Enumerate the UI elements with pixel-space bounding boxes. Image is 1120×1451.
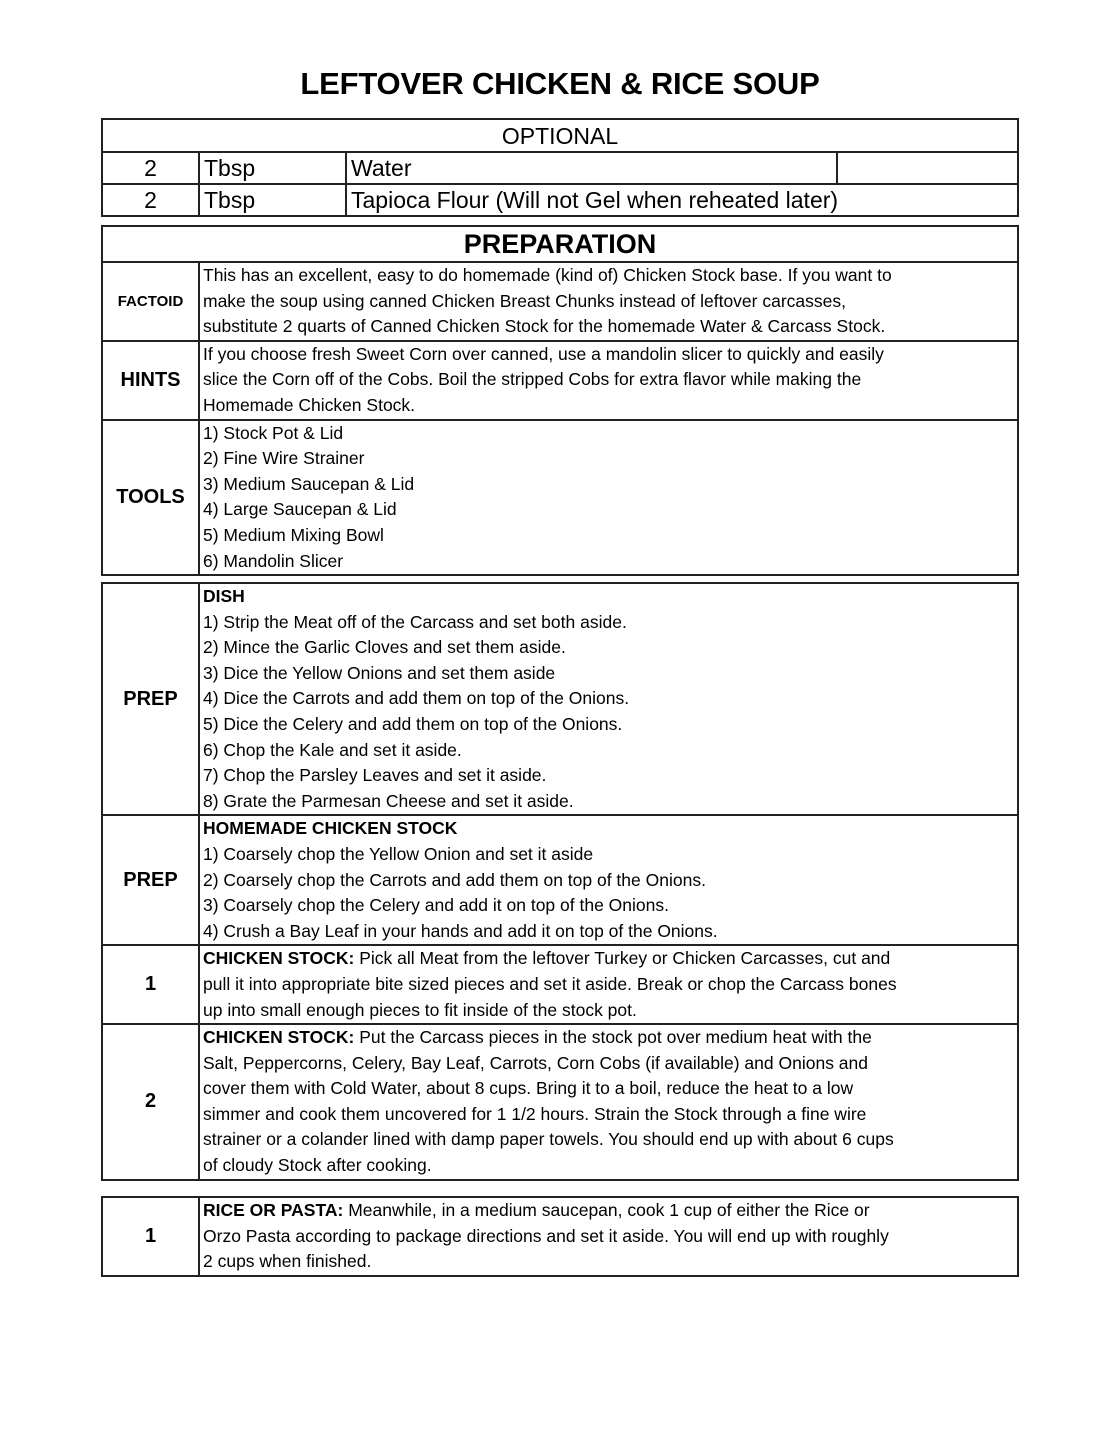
text-line: 1) Strip the Meat off of the Carcass and set both aside. bbox=[203, 611, 627, 632]
text-line: 3) Dice the Yellow Onions and set them aside bbox=[203, 662, 556, 683]
text-line: up into small enough pieces to fit inside of the stock pot. bbox=[203, 999, 637, 1020]
ingredient-qty: 2 bbox=[102, 184, 199, 216]
ingredient-row bbox=[102, 184, 1018, 216]
step-text bbox=[199, 1197, 1018, 1276]
step-text bbox=[199, 583, 1018, 815]
ingredient-unit: Tbsp bbox=[199, 152, 346, 184]
ingredient-name: Tapioca Flour (Will not Gel when reheated later) bbox=[346, 184, 1018, 216]
ingredient-row bbox=[102, 152, 1018, 184]
tool-item: 2) Fine Wire Strainer bbox=[203, 448, 365, 469]
factoid-row bbox=[102, 262, 1018, 341]
prep-dish-row bbox=[102, 583, 1018, 815]
text-line: simmer and cook them uncovered for 1 1/2 hours. Strain the Stock through a fine wire bbox=[203, 1103, 867, 1124]
text-line: slice the Corn off of the Cobs. Boil the stripped Cobs for extra flavor while making the bbox=[203, 369, 862, 390]
rice-step-row bbox=[102, 1197, 1018, 1276]
text-line: 5) Dice the Celery and add them on top of the Onions. bbox=[203, 713, 623, 734]
step-heading: RICE OR PASTA: bbox=[203, 1200, 344, 1220]
tool-item: 5) Medium Mixing Bowl bbox=[203, 524, 384, 545]
factoid-label: FACTOID bbox=[102, 262, 199, 341]
step-text bbox=[199, 1024, 1018, 1180]
step-label: PREP bbox=[102, 815, 199, 945]
text-line: Salt, Peppercorns, Celery, Bay Leaf, Carrots, Corn Cobs (if available) and Onions and bbox=[203, 1052, 868, 1073]
ingredient-name: Water bbox=[346, 152, 837, 184]
factoid-text bbox=[199, 262, 1018, 341]
tool-item: 4) Large Saucepan & Lid bbox=[203, 499, 397, 520]
ingredient-note bbox=[837, 152, 1018, 184]
optional-header: OPTIONAL bbox=[102, 119, 1018, 152]
ingredient-unit: Tbsp bbox=[199, 184, 346, 216]
steps-table bbox=[101, 582, 1019, 1181]
text-line: 6) Chop the Kale and set it aside. bbox=[203, 739, 462, 760]
text-line: 4) Crush a Bay Leaf in your hands and add it on top of the Onions. bbox=[203, 920, 718, 941]
step-text bbox=[199, 815, 1018, 945]
text-line: 2) Coarsely chop the Carrots and add them on top of the Onions. bbox=[203, 869, 706, 890]
text-line: 7) Chop the Parsley Leaves and set it aside. bbox=[203, 765, 547, 786]
step-2-row bbox=[102, 1024, 1018, 1180]
text-line: 8) Grate the Parmesan Cheese and set it aside. bbox=[203, 790, 574, 811]
step-heading: DISH bbox=[203, 586, 245, 606]
preparation-table bbox=[101, 225, 1019, 576]
optional-ingredients-table bbox=[101, 118, 1019, 217]
text-line: This has an excellent, easy to do homemade (kind of) Chicken Stock base. If you want to bbox=[203, 265, 892, 285]
text-line: If you choose fresh Sweet Corn over canned, use a mandolin slicer to quickly and easily bbox=[203, 343, 884, 364]
hints-text bbox=[199, 341, 1018, 420]
step-heading: CHICKEN STOCK: bbox=[203, 1027, 355, 1048]
text-line: 1) Coarsely chop the Yellow Onion and set it aside bbox=[203, 843, 594, 864]
text-line: make the soup using canned Chicken Breast Chunks instead of leftover carcasses, bbox=[203, 290, 846, 311]
step-number: 1 bbox=[102, 945, 199, 1024]
step-1-row bbox=[102, 945, 1018, 1024]
rice-step-table bbox=[101, 1196, 1019, 1277]
ingredient-qty: 2 bbox=[102, 152, 199, 184]
step-heading: HOMEMADE CHICKEN STOCK bbox=[203, 818, 458, 839]
text-line: 2) Mince the Garlic Cloves and set them aside. bbox=[203, 637, 566, 658]
tools-row bbox=[102, 420, 1018, 576]
step-number: 2 bbox=[102, 1024, 199, 1180]
recipe-title: LEFTOVER CHICKEN & RICE SOUP bbox=[300, 66, 820, 101]
step-heading: CHICKEN STOCK: bbox=[203, 948, 355, 969]
tool-item: 6) Mandolin Slicer bbox=[203, 550, 344, 571]
text-line: cover them with Cold Water, about 8 cups. Bring it to a boil, reduce the heat to a low bbox=[203, 1078, 854, 1099]
tool-item: 1) Stock Pot & Lid bbox=[203, 422, 344, 443]
tools-label: TOOLS bbox=[102, 420, 199, 576]
prep-stock-row bbox=[102, 815, 1018, 945]
text-line: strainer or a colander lined with damp paper towels. You should end up with about 6 cups bbox=[203, 1129, 894, 1150]
text-line: Pick all Meat from the leftover Turkey or Chicken Carcasses, cut and bbox=[354, 948, 891, 969]
text-line: pull it into appropriate bite sized pieces and set it aside. Break or chop the Carcass bones bbox=[203, 973, 897, 994]
step-text bbox=[199, 945, 1018, 1024]
preparation-header: PREPARATION bbox=[102, 226, 1018, 262]
hints-row bbox=[102, 341, 1018, 420]
text-line: Meanwhile, in a medium saucepan, cook 1 cup of either the Rice or bbox=[343, 1200, 870, 1220]
tools-list bbox=[199, 420, 1018, 576]
step-label: PREP bbox=[102, 583, 199, 815]
step-number: 1 bbox=[102, 1197, 199, 1276]
text-line: Homemade Chicken Stock. bbox=[203, 394, 416, 415]
text-line: Put the Carcass pieces in the stock pot over medium heat with the bbox=[354, 1027, 872, 1048]
text-line: 2 cups when finished. bbox=[203, 1251, 372, 1272]
tool-item: 3) Medium Saucepan & Lid bbox=[203, 473, 415, 494]
text-line: Orzo Pasta according to package directions and set it aside. You will end up with roughly bbox=[203, 1225, 889, 1246]
text-line: substitute 2 quarts of Canned Chicken Stock for the homemade Water & Carcass Stock. bbox=[203, 316, 886, 337]
text-line: 3) Coarsely chop the Celery and add it on top of the Onions. bbox=[203, 895, 669, 916]
text-line: of cloudy Stock after cooking. bbox=[203, 1155, 432, 1176]
text-line: 4) Dice the Carrots and add them on top of the Onions. bbox=[203, 688, 630, 709]
hints-label: HINTS bbox=[102, 341, 199, 420]
